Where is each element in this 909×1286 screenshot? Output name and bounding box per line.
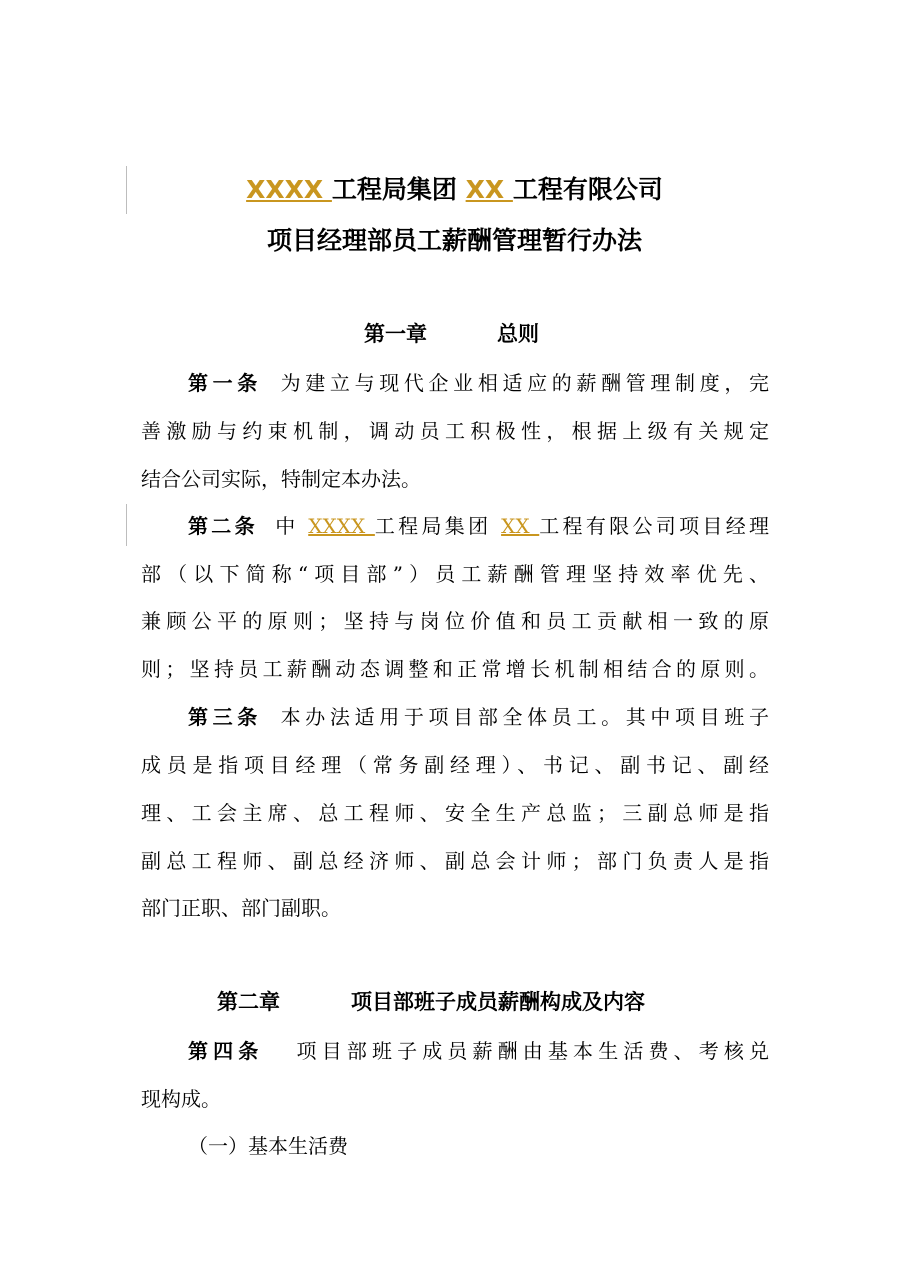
article3-line: 成员是指项目经理（常务副经理）、书记、副书记、副经 xyxy=(141,753,769,777)
article3-label: 第三条 xyxy=(188,705,262,729)
article2-text: 工程有限公司项目经理 xyxy=(539,514,770,538)
title-text: 工程局集团 xyxy=(331,175,466,204)
article1-line: 结合公司实际，特制定本办法。 xyxy=(141,467,421,491)
article4-line: 现构成。 xyxy=(141,1087,221,1111)
section-heading: （一）基本生活费 xyxy=(188,1134,348,1158)
article1-line xyxy=(188,369,769,397)
article2-text: 中 xyxy=(271,514,309,538)
article2-line: 则；坚持员工薪酬动态调整和正常增长机制相结合的原则。 xyxy=(141,657,769,681)
article1-text: 为建立与现代企业相适应的薪酬管理制度，完 xyxy=(275,371,770,395)
company-placeholder-group: XXXX xyxy=(246,175,332,204)
chapter2-number: 第二章 xyxy=(217,990,280,1014)
company-placeholder-group: XXXX xyxy=(308,514,375,538)
article1-label: 第一条 xyxy=(188,371,262,395)
company-placeholder-sub: XX xyxy=(501,514,540,538)
chapter1-name: 总则 xyxy=(497,322,539,346)
article1-line: 善激励与约束机制，调动员工积极性，根据上级有关规定 xyxy=(141,419,769,443)
article4-text: 项目部班子成员薪酬由基本生活费、考核兑 xyxy=(291,1039,770,1063)
article2-text: 工程局集团 xyxy=(374,514,502,538)
article3-line: 部门正职、部门副职。 xyxy=(141,896,341,920)
company-placeholder-sub: XX xyxy=(465,175,513,204)
article4-label: 第四条 xyxy=(188,1039,264,1063)
article2-line: 兼顾公平的原则；坚持与岗位价值和员工贡献相一致的原 xyxy=(141,609,769,633)
document-title-main: 项目经理部员工薪酬管理暂行办法 xyxy=(266,226,642,255)
document-title-company xyxy=(0,174,909,206)
article4-line xyxy=(188,1037,769,1065)
article3-line xyxy=(188,703,769,731)
chapter2-name: 项目部班子成员薪酬构成及内容 xyxy=(351,990,645,1014)
margin-change-bar xyxy=(126,504,127,546)
title-text: 工程有限公司 xyxy=(512,175,663,204)
article3-text: 本办法适用于项目部全体员工。其中项目班子 xyxy=(275,705,770,729)
article2-line xyxy=(188,512,769,540)
article3-line: 副总工程师、副总经济师、副总会计师；部门负责人是指 xyxy=(141,849,769,873)
article2-line: 部（以下简称“项目部”）员工薪酬管理坚持效率优先、 xyxy=(141,562,769,586)
chapter1-number: 第一章 xyxy=(364,322,427,346)
article3-line: 理、工会主席、总工程师、安全生产总监；三副总师是指 xyxy=(141,801,769,825)
article2-label: 第二条 xyxy=(188,514,258,538)
